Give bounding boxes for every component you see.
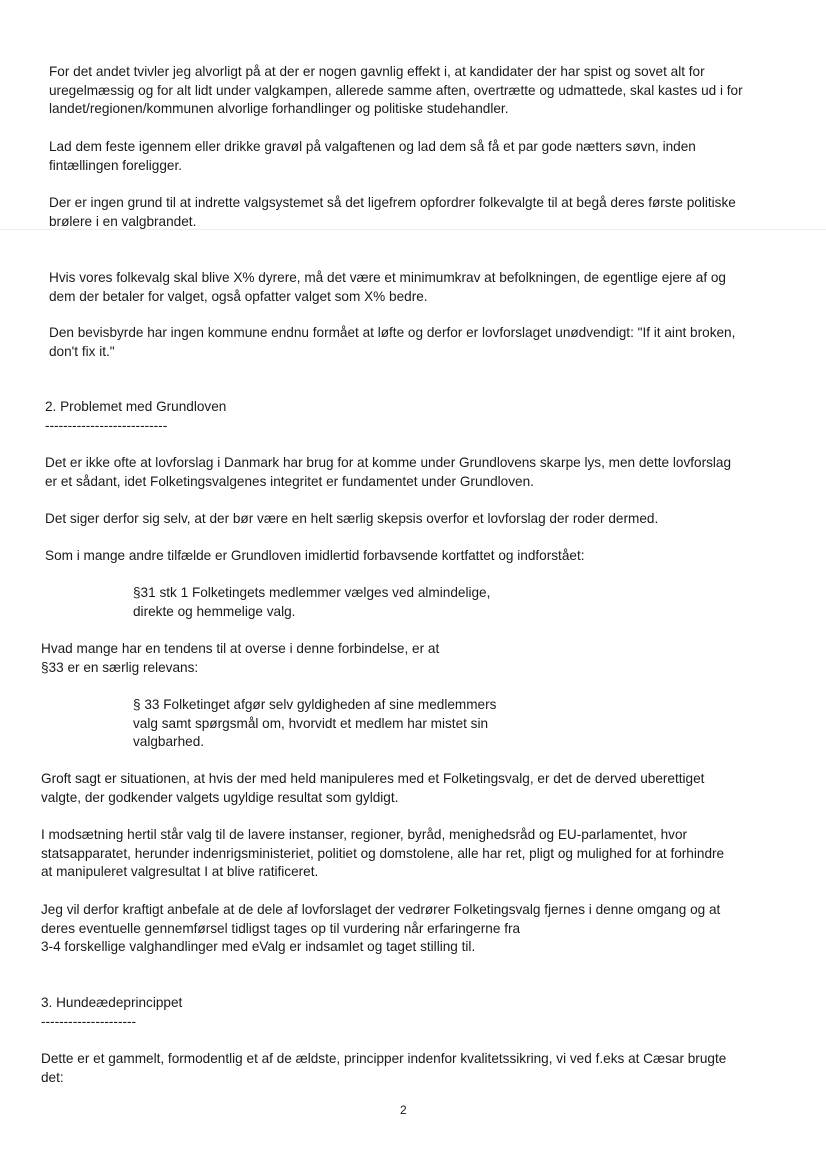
section-heading (41, 994, 182, 1031)
text-line: Det er ikke ofte at lovforslag i Danmark har brug for at komme under Grundlovens skarpe lys, men dette lovforslag (45, 455, 732, 470)
paragraph (45, 454, 731, 491)
text-line: uregelmæssig og for alt lidt under valgkampen, allerede samme aften, overtrætte og udmattede, skal kastes ud i for (49, 82, 743, 98)
text-line: §31 stk 1 Folketingets medlemmer vælges ved almindelige, (133, 585, 491, 600)
paragraph (45, 547, 585, 566)
paragraph (41, 826, 724, 882)
text-line: det: (41, 1069, 64, 1085)
paragraph (49, 324, 735, 361)
text-line: For det andet tvivler jeg alvorligt på at der er nogen gavnlig effekt i, at kandidater der har spist og sovet alt for (49, 64, 705, 79)
text-line: at manipuleret valgresultat I at blive ratificeret. (41, 864, 319, 879)
paragraph (49, 138, 696, 175)
quoted-law-text (133, 584, 490, 621)
paragraph (41, 901, 720, 957)
text-line: Hvis vores folkevalg skal blive X% dyrere, må det være et minimumkrav at befolkningen, de egentlige ejere af og (49, 270, 726, 285)
text-line: landet/regionen/kommunen alvorlige forhandlinger og politiske studehandler. (49, 101, 509, 116)
section-heading (45, 398, 226, 435)
section-underline: --------------------- (41, 1013, 137, 1029)
text-line: Groft sagt er situationen, at hvis der med held manipuleres med et Folketingsvalg, er det de derved uberettiget (41, 771, 705, 786)
text-line: 3-4 forskellige valghandlinger med eValg er indsamlet og taget stilling til. (41, 939, 476, 954)
paragraph (45, 510, 658, 529)
text-line: fintællingen foreligger. (49, 157, 182, 173)
text-line: I modsætning hertil står valg til de lavere instanser, regioner, byråd, menighedsråd og EU-parlamentet, hvor (41, 827, 688, 842)
text-line: § 33 Folketinget afgør selv gyldigheden af sine medlemmers (133, 697, 497, 712)
paragraph (41, 1050, 726, 1087)
page-number: 2 (400, 1103, 407, 1117)
text-line: Den bevisbyrde har ingen kommune endnu formået at løfte og derfor er lovforslaget unødvendigt: "If it aint broken, (49, 325, 736, 340)
text-line: er et sådant, idet Folketingsvalgenes integritet er fundamentet under Grundloven. (45, 473, 534, 489)
text-line: deres eventuelle gennemførsel tidligst tages op til vurdering når erfaringerne fra (41, 920, 521, 936)
paragraph (49, 269, 726, 306)
text-line: Som i mange andre tilfælde er Grundloven imidlertid forbavsende kortfattet og indforstået: (45, 548, 585, 563)
text-line: brølere i en valgbrandet. (49, 213, 197, 229)
text-line: valgbarhed. (133, 734, 205, 749)
quoted-law-text (133, 696, 496, 752)
text-line: direkte og hemmelige valg. (133, 603, 296, 619)
text-line: Det siger derfor sig selv, at der bør være en helt særlig skepsis overfor et lovforslag der roder dermed. (45, 511, 659, 526)
text-line: Lad dem feste igennem eller drikke gravøl på valgaftenen og lad dem så få et par gode nætters søvn, inden (49, 139, 696, 154)
text-line: Der er ingen grund til at indrette valgsystemet så det ligefrem opfordrer folkevalgte til at begå deres første politiske (49, 195, 736, 210)
section-underline: --------------------------- (45, 417, 168, 433)
paragraph (41, 770, 704, 807)
section-title: 2. Problemet med Grundloven (45, 399, 227, 414)
text-line: don't fix it." (49, 343, 115, 359)
paragraph (49, 63, 743, 119)
text-line: §33 er en særlig relevans: (41, 659, 199, 675)
text-line: Dette er et gammelt, formodentlig et af de ældste, principper indenfor kvalitetssikring, vi ved f.eks at Cæsar brugte (41, 1051, 727, 1066)
text-line: dem der betaler for valget, også opfatter valget som X% bedre. (49, 288, 428, 304)
text-line: Jeg vil derfor kraftigt anbefale at de dele af lovforslaget der vedrører Folketingsvalg fjernes i denne omgang og at (41, 902, 721, 917)
paragraph (41, 640, 439, 677)
paragraph (49, 194, 736, 231)
text-line: valgte, der godkender valgets ugyldige resultat som gyldigt. (41, 789, 399, 805)
section-title: 3. Hundeædeprincippet (41, 995, 183, 1010)
text-line: Hvad mange har en tendens til at overse i denne forbindelse, er at (41, 641, 440, 656)
text-line: valg samt spørgsmål om, hvorvidt et medlem har mistet sin (133, 715, 489, 731)
text-line: statsapparatet, herunder indenrigsministeriet, politiet og domstolene, alle har ret, pligt og mulighed for at forhindre (41, 845, 725, 861)
